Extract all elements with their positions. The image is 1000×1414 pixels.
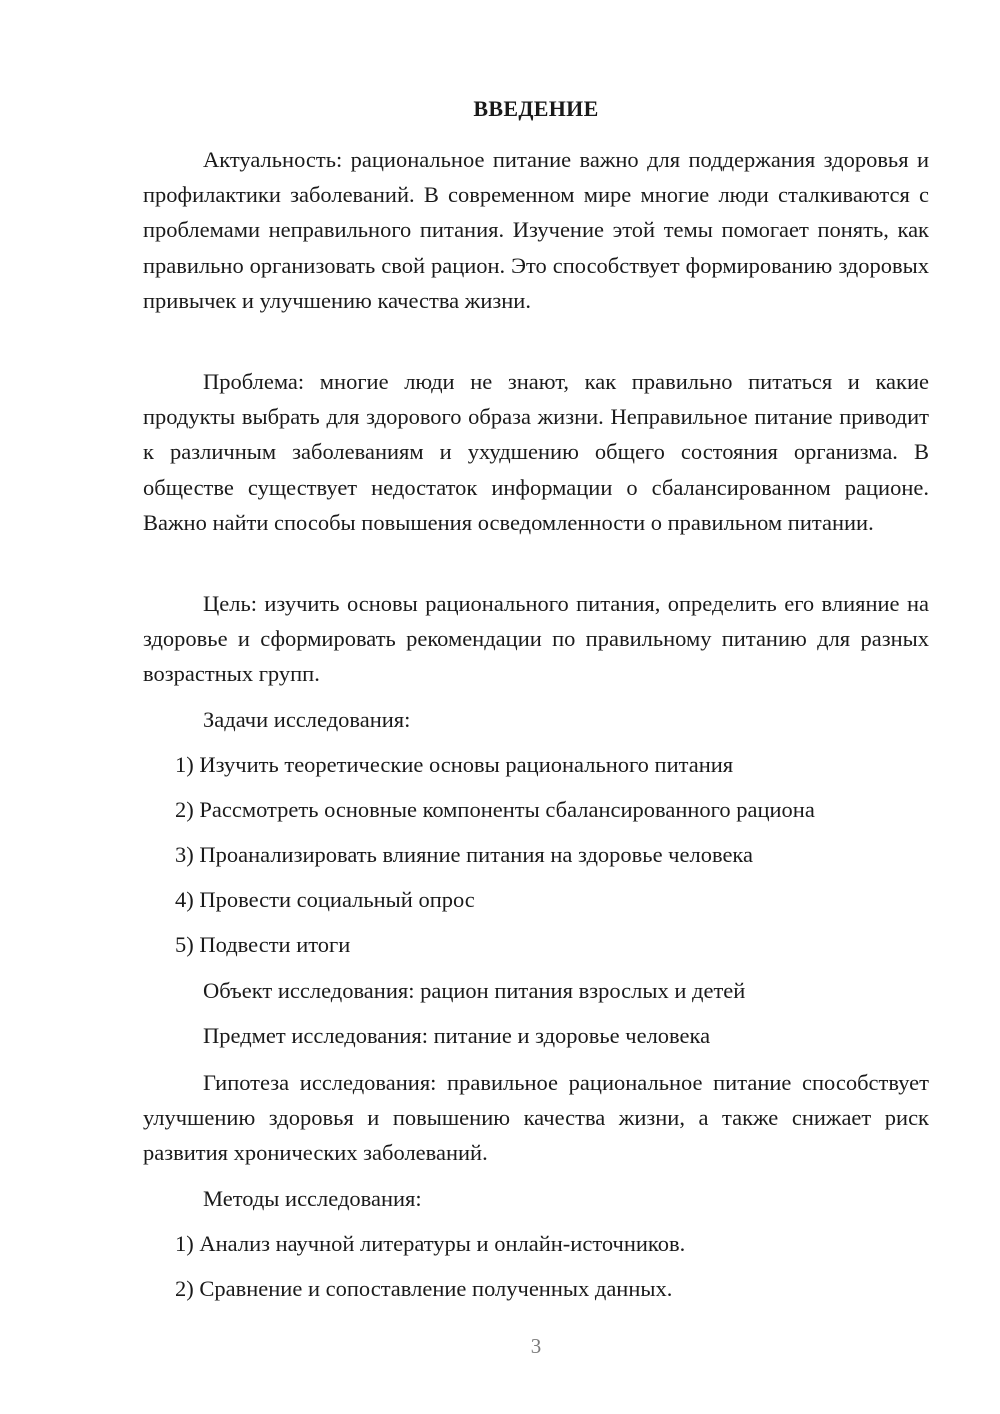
research-subject: Предмет исследования: питание и здоровье человека — [203, 1023, 711, 1048]
tasks-heading: Задачи исследования: — [203, 707, 411, 732]
section-title: ВВЕДЕНИЕ — [473, 96, 599, 121]
task-item: 4) Провести социальный опрос — [175, 887, 475, 912]
relevance-paragraph: Актуальность: рациональное питание важно для поддержания здоровья и профилактики заболеваний. В современном мире многие люди сталкиваются с проблемами неправильного питания. Изучение этой темы помогает понять, как правильно организовать свой рацион. Это способствует формированию здоровых привычек и улучшению качества жизни. — [143, 147, 929, 313]
task-item: 5) Подвести итоги — [175, 932, 351, 957]
task-item: 1) Изучить теоретические основы рационального питания — [175, 752, 734, 777]
method-item: 1) Анализ научной литературы и онлайн-источников. — [175, 1231, 686, 1256]
page-number: 3 — [530, 1334, 542, 1358]
document-page — [143, 0, 929, 1414]
methods-heading: Методы исследования: — [203, 1186, 422, 1211]
method-item: 2) Сравнение и сопоставление полученных данных. — [175, 1276, 673, 1301]
task-item: 2) Рассмотреть основные компоненты сбалансированного рациона — [175, 797, 815, 822]
research-object: Объект исследования: рацион питания взрослых и детей — [203, 978, 746, 1003]
problem-paragraph: Проблема: многие люди не знают, как правильно питаться и какие продукты выбрать для здорового образа жизни. Неправильное питание приводит к различным заболеваниям и ухудшению общего состояния организма. В обществе существует недостаток информации о сбалансированном рационе. Важно найти способы повышения осведомленности о правильном питании. — [143, 369, 929, 535]
task-item: 3) Проанализировать влияние питания на здоровье человека — [175, 842, 754, 867]
hypothesis-paragraph: Гипотеза исследования: правильное рациональное питание способствует улучшению здоровья и повышению качества жизни, а также снижает риск развития хронических заболеваний. — [143, 1070, 929, 1166]
goal-paragraph: Цель: изучить основы рационального питания, определить его влияние на здоровье и сформировать рекомендации по правильному питанию для разных возрастных групп. — [143, 591, 929, 687]
